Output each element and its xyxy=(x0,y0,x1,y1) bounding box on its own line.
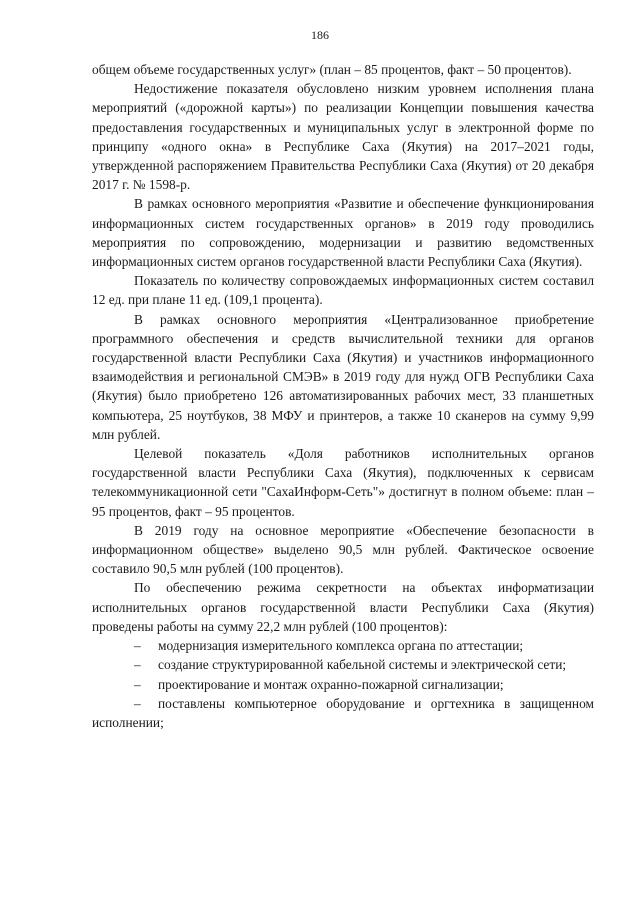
list-item xyxy=(92,694,594,732)
list-item xyxy=(92,655,594,674)
dash-marker: – xyxy=(134,695,141,711)
paragraph: Недостижение показателя обусловлено низким уровнем исполнения плана мероприятий («дорожной карты») по реализации Концепции повышения качества предоставления государственных и муниципальных услуг в электронной форме по принципу «одного окна» в Республике Саха (Якутия) на 2017–2021 годы, утвержденной распоряжением Правительства Республики Саха (Якутия) от 20 декабря 2017 г. № 1598-р. xyxy=(92,81,594,193)
list-item-text: модернизация измерительного комплекса органа по аттестации; xyxy=(158,638,524,654)
body-text xyxy=(92,60,594,732)
paragraph-continuation: общем объеме государственных услуг» (план – 85 процентов, факт – 50 процентов). xyxy=(92,62,572,77)
list-item-text: проектирование и монтаж охранно-пожарной сигнализации; xyxy=(158,676,504,692)
paragraph: Целевой показатель «Доля работников исполнительных органов государственной власти Республики Саха (Якутия), подключенных к сервисам телекоммуникационной сети "СахаИнформ-Сеть"» достигнут в полном объеме: план – 95 процентов, факт – 95 процентов. xyxy=(92,446,594,519)
paragraph: В 2019 году на основное мероприятие «Обеспечение безопасности в информационном обществе» выделено 90,5 млн рублей. Фактическое освоение составило 90,5 млн рублей (100 процентов). xyxy=(92,522,594,577)
list-item xyxy=(92,636,594,655)
paragraph: Показатель по количеству сопровождаемых информационных систем составил 12 ед. при плане 11 ед. (109,1 процента). xyxy=(92,273,594,308)
list-item xyxy=(92,675,594,694)
dash-marker: – xyxy=(134,638,141,654)
list-item-text: создание структурированной кабельной системы и электрической сети; xyxy=(158,657,567,673)
paragraph: По обеспечению режима секретности на объектах информатизации исполнительных органов государственной власти Республики Саха (Якутия) проведены работы на сумму 22,2 млн рублей (100 процентов): xyxy=(92,580,594,634)
dash-marker: – xyxy=(134,676,141,692)
dash-marker: – xyxy=(134,657,141,673)
page-number: 186 xyxy=(311,28,329,42)
paragraph: В рамках основного мероприятия «Развитие и обеспечение функционирования информационных систем государственных органов» в 2019 году проводились мероприятия по сопровождению, модернизации и развитию ведомственных информационных систем органов государственной власти Республики Саха (Якутия). xyxy=(92,196,594,270)
paragraph: В рамках основного мероприятия «Централизованное приобретение программного обеспечения и средств вычислительной техники для органов государственной власти Республики Саха (Якутия) и участников информационного взаимодействия и региональной СМЭВ» в 2019 году для нужд ОГВ Республики Саха (Якутия) было приобретено 126 автоматизированных рабочих мест, 33 планшетных компьютера, 25 ноутбуков, 38 МФУ и принтеров, а также 10 сканеров на сумму 9,99 млн рублей. xyxy=(92,311,594,442)
list-item-text: поставлены компьютерное оборудование и оргтехника в защищенном исполнении; xyxy=(92,695,594,730)
